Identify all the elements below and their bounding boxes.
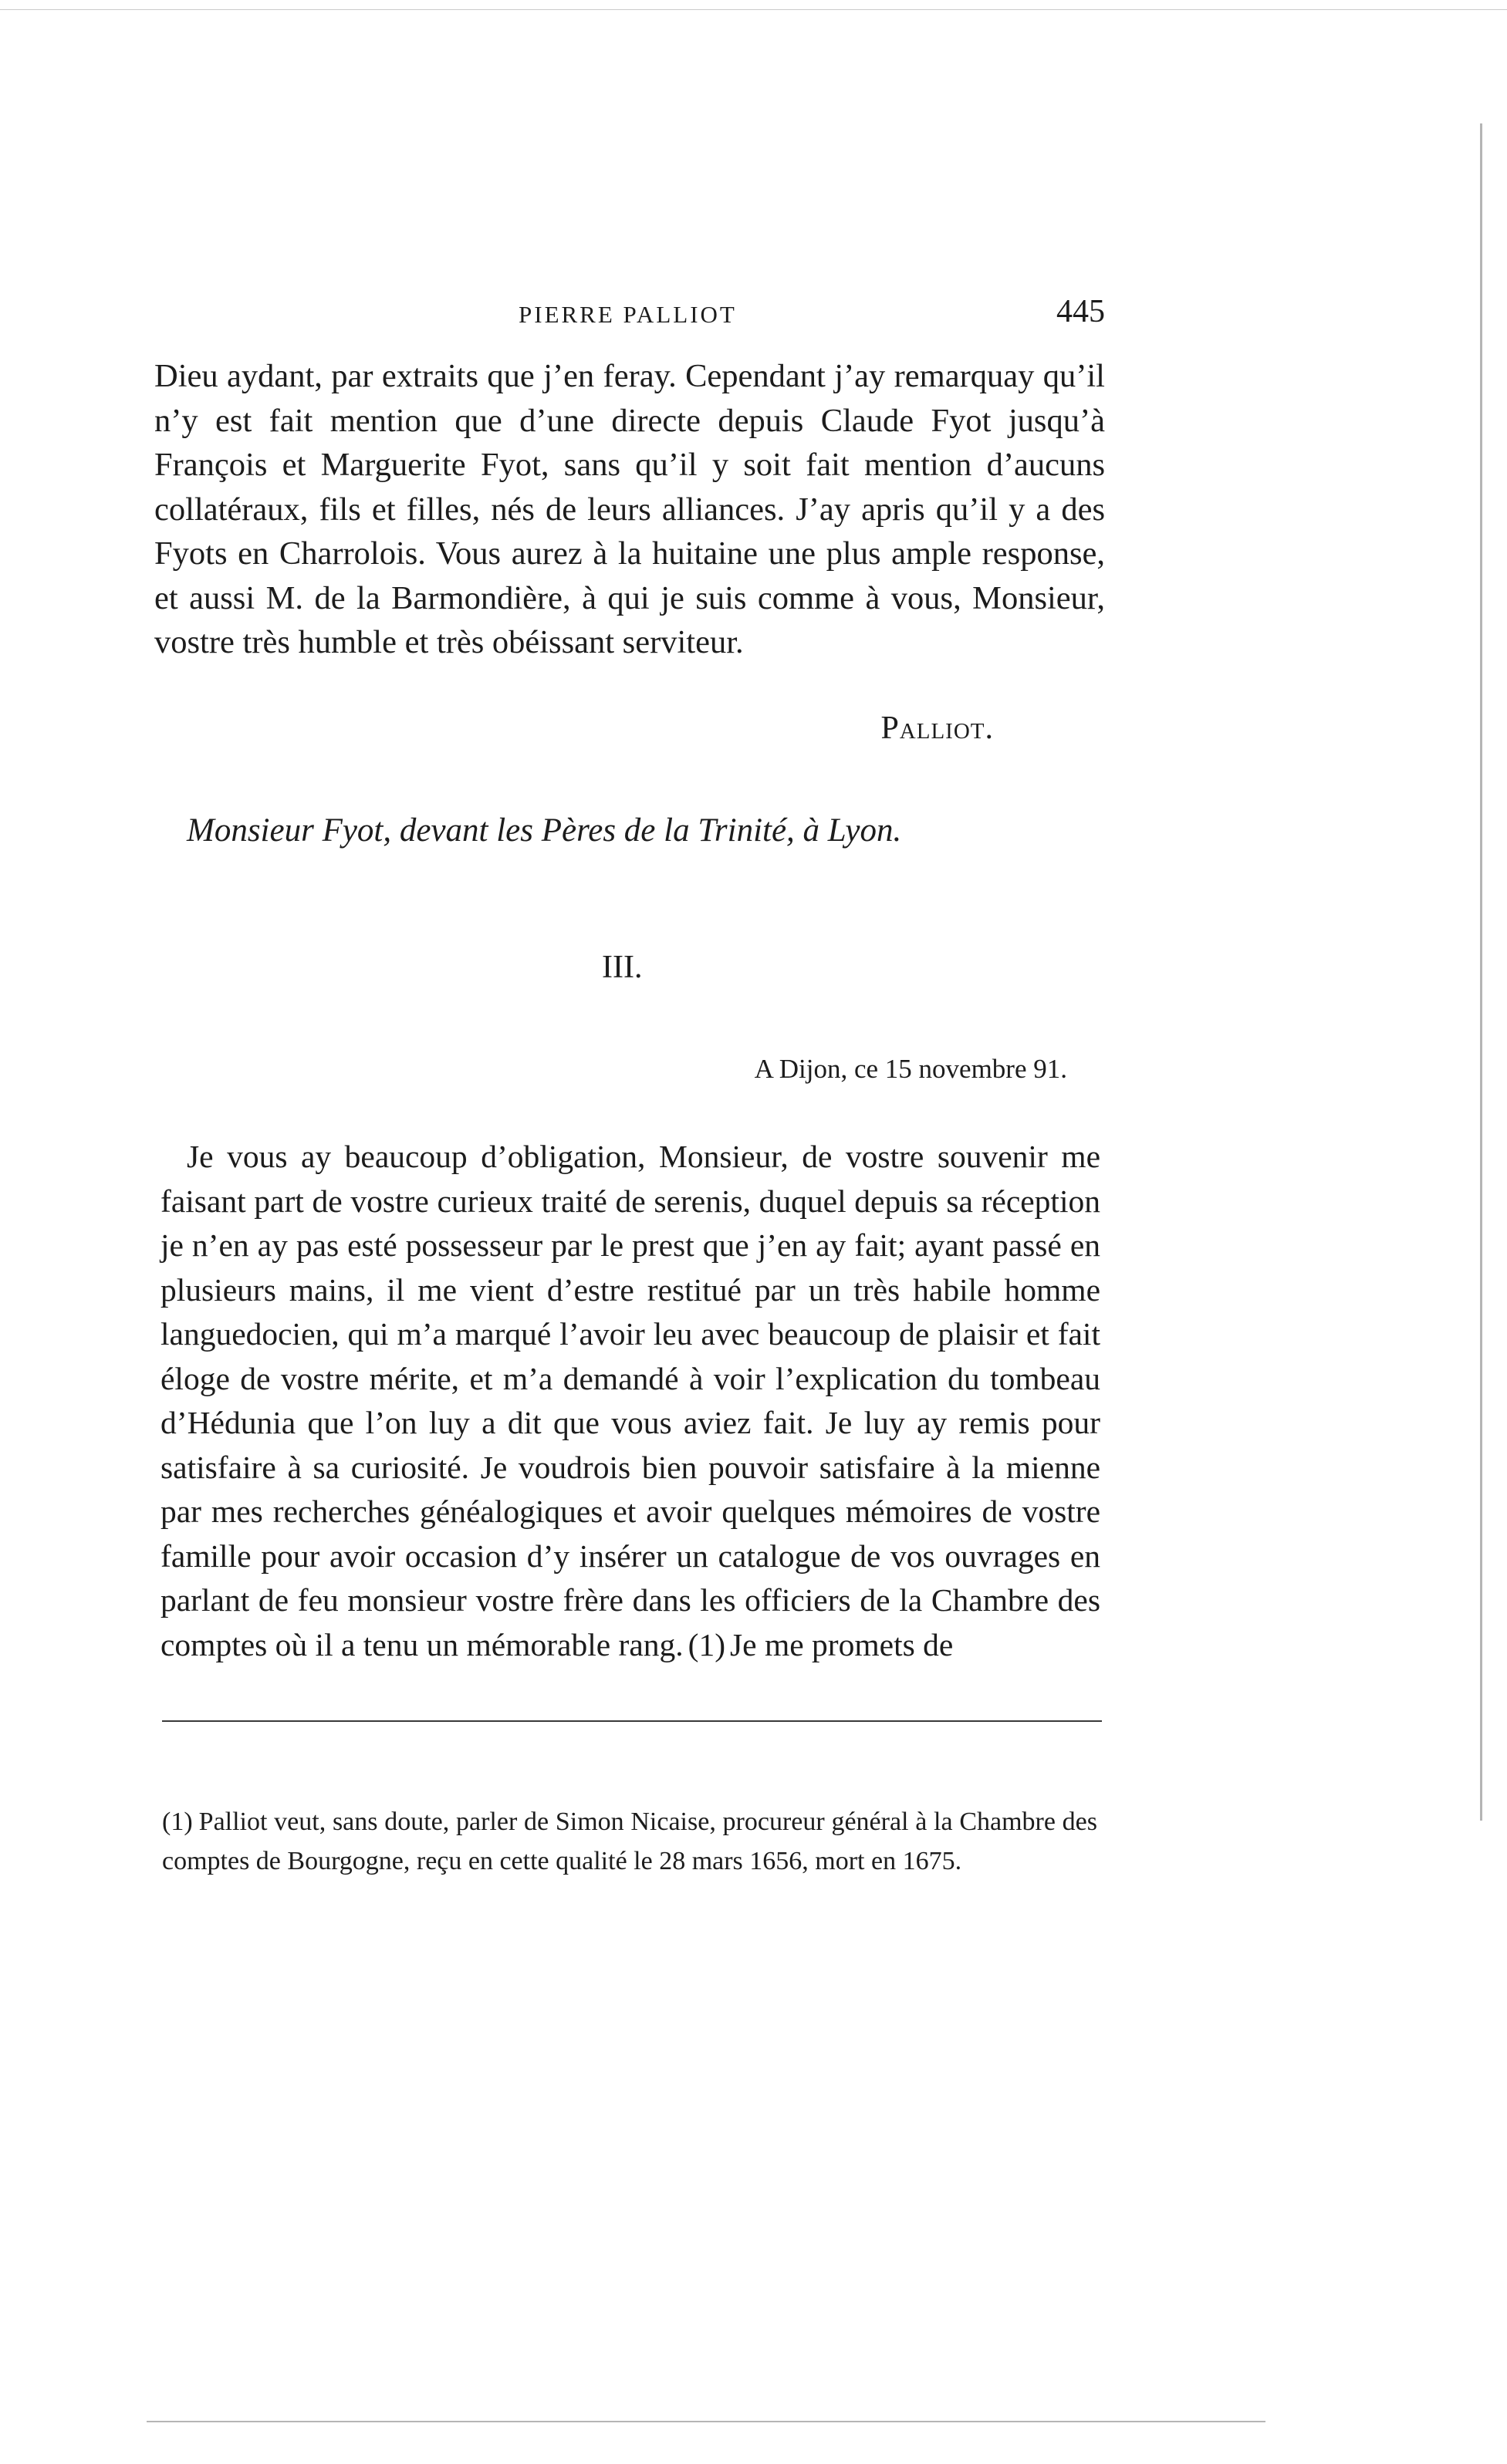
footnote (162, 1802, 1097, 1881)
scan-edge-right (1480, 123, 1482, 1821)
letter-paragraph (160, 1135, 1100, 1667)
running-title: PIERRE PALLIOT (519, 301, 737, 328)
footnote-mark: (1) (162, 1807, 193, 1836)
footnote-rule (162, 1720, 1102, 1722)
dateline: A Dijon, ce 15 novembre 91. (754, 1054, 1067, 1084)
scan-edge-top (0, 9, 1507, 10)
scan-edge-bottom (147, 2421, 1265, 2422)
section-number: III. (602, 950, 643, 985)
letter-text-after-note: Je me promets de (730, 1626, 954, 1662)
first-paragraph: Dieu aydant, par extraits que j’en feray. Cependant j’ay remarquay qu’il n’y est fait mention que d’une directe depuis Claude Fyot jusqu’à François et Marguerite Fyot, sans qu’il y soit fait mention d’aucuns collatéraux, fils et filles, nés de leurs alliances. J’ay apris qu’il y a des Fyots en Charrolois. Vous aurez à la huitaine une plus ample response, et aussi M. de la Barmondière, à qui je suis comme à vous, Monsieur, vostre très humble et très obéissant serviteur. (154, 358, 1105, 660)
letter-address: Monsieur Fyot, devant les Pères de la Trinité, à Lyon. (187, 812, 902, 849)
letter-text-before-note: Je vous ay beaucoup d’obligation, Monsieur, de vostre souvenir me faisant part de vostre curieux traité de serenis, duquel depuis sa réception je n’en ay pas esté possesseur par le prest que j’en ay fait; ayant passé en plusieurs mains, il me vient d’estre restitué par un très habile homme languedocien, qui m’a marqué l’avoir leu avec beaucoup de plaisir et fait éloge de vostre mérite, et m’a demandé à voir l’explication du tombeau d’Hédunia que l’on luy a dit que vous aviez fait. Je luy ay remis pour satisfaire à sa curiosité. Je voudrois bien pouvoir satisfaire à la mienne par mes recherches généalogiques et avoir quelques mémoires de vostre famille pour avoir occasion d’y insérer un catalogue de vos ouvrages en parlant de feu monsieur vostre frère dans les officiers de la Chambre des comptes où il a tenu un mémorable rang. (160, 1139, 1100, 1662)
page-number: 445 (1056, 294, 1105, 329)
footnote-text: Palliot veut, sans doute, parler de Simon Nicaise, procureur général à la Chambre des comptes de Bourgogne, reçu en cette qualité le 28 mars 1656, mort en 1675. (162, 1807, 1097, 1875)
signature: Palliot. (880, 711, 994, 746)
running-head (154, 293, 1105, 339)
footnote-reference: (1) (688, 1626, 726, 1662)
